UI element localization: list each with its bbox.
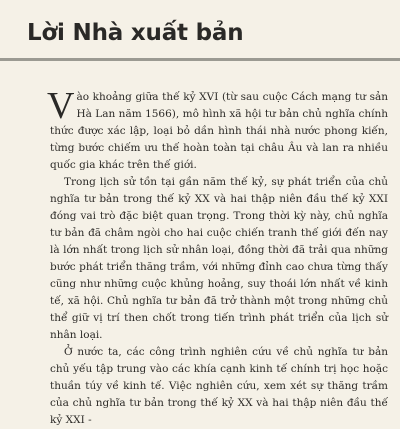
- paragraph-2: Trong lịch sử tồn tại gần năm thế kỷ, sự phát triển của chủ nghĩa tư bản trong thế kỷ XX và hai thập niên đầu thế kỷ XXI đóng vai trò đặc biệt quan trọng. Trong thời kỳ này, chủ nghĩa tư bản đã châm ngòi cho hai cuộc chiến tranh thế giới đến nay là lớn nhất trong lịch sử nhân loại, đồng thời đã trải qua những bước phát triển thăng trầm, với những đỉnh cao chưa từng thấy cũng như những cuộc khủng hoảng, suy thoái lớn nhất về kinh tế, xã hội. Chủ nghĩa tư bản đã trở thành một trong những chủ thể giữ vị trí then chốt trong tiến trình phát triển của lịch sử nhân loại.: [50, 176, 388, 341]
- intro-paragraph: [47, 85, 388, 174]
- body-text: [47, 85, 388, 429]
- title-divider: [0, 58, 400, 61]
- drop-cap: V: [47, 85, 75, 127]
- intro-paragraph-text: ào khoảng giữa thế kỷ XVI (từ sau cuộc Cách mạng tư sản Hà Lan năm 1566), mô hình xã hội tư bản chủ nghĩa chính thức được xác lập, loại bỏ dần hình thái nhà nước phong kiến, từng bước chiếm ưu thế hoàn toàn tại châu Âu và lan ra nhiều quốc gia khác trên thế giới.: [50, 91, 388, 171]
- paragraph-3: Ở nước ta, các công trình nghiên cứu về chủ nghĩa tư bản chủ yếu tập trung vào các khía cạnh kinh tế chính trị học hoặc thuần túy về kinh tế. Việc nghiên cứu, xem xét sự thăng trầm của chủ nghĩa tư bản trong thế kỷ XX và hai thập niên đầu thế kỷ XXI -: [50, 346, 388, 426]
- page-title: Lời Nhà xuất bản: [27, 20, 244, 46]
